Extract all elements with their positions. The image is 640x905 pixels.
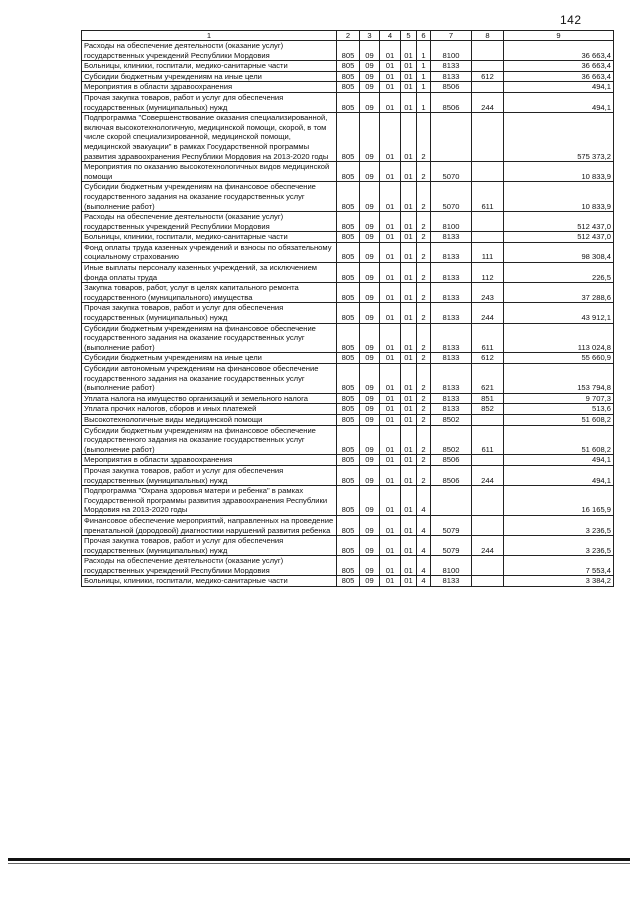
column-header: 5 <box>401 31 417 41</box>
row-name: Расходы на обеспечение деятельности (оказание услуг) государственных учреждений Республики Мордовия <box>82 212 337 232</box>
code-section: 09 <box>360 576 380 587</box>
code-target: 8133 <box>431 323 472 353</box>
code-subsection: 01 <box>380 364 401 394</box>
code-section: 09 <box>360 82 380 93</box>
code-target: 8100 <box>431 41 472 61</box>
code-expense-type: 243 <box>472 283 504 303</box>
row-amount: 494,1 <box>504 465 614 485</box>
row-name: Финансовое обеспечение мероприятий, направленных на проведение пренатальной (дородовой) диагностики нарушений развития ребенка <box>82 515 337 535</box>
code-expense-type: 111 <box>472 242 504 262</box>
code-program: 01 <box>401 576 417 587</box>
code-section: 09 <box>360 232 380 243</box>
column-header: 3 <box>360 31 380 41</box>
table-row <box>82 92 614 112</box>
code-subprogram: 2 <box>417 414 431 425</box>
row-name: Прочая закупка товаров, работ и услуг для обеспечения государственных (муниципальных) нужд <box>82 303 337 323</box>
code-program: 01 <box>401 71 417 82</box>
code-expense-type: 244 <box>472 92 504 112</box>
code-subprogram: 1 <box>417 41 431 61</box>
code-target: 8133 <box>431 71 472 82</box>
code-expense-type <box>472 212 504 232</box>
code-section: 09 <box>360 303 380 323</box>
table-row <box>82 364 614 394</box>
code-expense-type <box>472 162 504 182</box>
code-expense-type: 612 <box>472 353 504 364</box>
row-amount: 36 663,4 <box>504 61 614 72</box>
row-amount: 3 236,5 <box>504 536 614 556</box>
code-expense-type: 112 <box>472 263 504 283</box>
code-section: 09 <box>360 556 380 576</box>
table-row <box>82 162 614 182</box>
row-name: Больницы, клиники, госпитали, медико-санитарные части <box>82 61 337 72</box>
code-admin: 805 <box>337 515 360 535</box>
row-name: Субсидии бюджетным учреждениям на иные цели <box>82 71 337 82</box>
table-row <box>82 536 614 556</box>
code-program: 01 <box>401 61 417 72</box>
code-target: 5070 <box>431 182 472 212</box>
code-subsection: 01 <box>380 71 401 82</box>
code-expense-type <box>472 455 504 466</box>
code-subprogram: 2 <box>417 283 431 303</box>
column-header: 8 <box>472 31 504 41</box>
code-expense-type: 611 <box>472 182 504 212</box>
row-amount: 153 794,8 <box>504 364 614 394</box>
column-header: 6 <box>417 31 431 41</box>
code-expense-type: 611 <box>472 323 504 353</box>
code-admin: 805 <box>337 162 360 182</box>
code-expense-type: 851 <box>472 393 504 404</box>
code-expense-type <box>472 232 504 243</box>
code-admin: 805 <box>337 41 360 61</box>
code-subprogram: 1 <box>417 92 431 112</box>
code-target: 8133 <box>431 393 472 404</box>
row-amount: 512 437,0 <box>504 232 614 243</box>
table-row <box>82 515 614 535</box>
code-admin: 805 <box>337 576 360 587</box>
code-section: 09 <box>360 242 380 262</box>
code-section: 09 <box>360 425 380 455</box>
code-subsection: 01 <box>380 113 401 162</box>
code-subprogram: 2 <box>417 182 431 212</box>
code-expense-type: 621 <box>472 364 504 394</box>
row-name: Иные выплаты персоналу казенных учреждений, за исключением фонда оплаты труда <box>82 263 337 283</box>
row-amount: 7 553,4 <box>504 556 614 576</box>
table-row <box>82 182 614 212</box>
code-section: 09 <box>360 404 380 415</box>
row-amount: 9 707,3 <box>504 393 614 404</box>
code-subprogram: 1 <box>417 61 431 72</box>
code-target: 8502 <box>431 425 472 455</box>
code-section: 09 <box>360 61 380 72</box>
code-program: 01 <box>401 283 417 303</box>
code-subsection: 01 <box>380 486 401 516</box>
code-section: 09 <box>360 212 380 232</box>
column-header: 7 <box>431 31 472 41</box>
table-row <box>82 232 614 243</box>
code-subsection: 01 <box>380 212 401 232</box>
code-subprogram: 2 <box>417 212 431 232</box>
code-subsection: 01 <box>380 465 401 485</box>
code-target: 8133 <box>431 404 472 415</box>
code-program: 01 <box>401 113 417 162</box>
row-name: Прочая закупка товаров, работ и услуг для обеспечения государственных (муниципальных) нужд <box>82 536 337 556</box>
table-row <box>82 465 614 485</box>
row-name: Прочая закупка товаров, работ и услуг для обеспечения государственных (муниципальных) нужд <box>82 465 337 485</box>
column-header: 1 <box>82 31 337 41</box>
code-subprogram: 2 <box>417 113 431 162</box>
code-admin: 805 <box>337 113 360 162</box>
code-section: 09 <box>360 536 380 556</box>
code-admin: 805 <box>337 353 360 364</box>
row-amount: 494,1 <box>504 455 614 466</box>
code-expense-type: 611 <box>472 425 504 455</box>
code-section: 09 <box>360 515 380 535</box>
code-section: 09 <box>360 182 380 212</box>
code-program: 01 <box>401 425 417 455</box>
code-subprogram: 2 <box>417 263 431 283</box>
code-subsection: 01 <box>380 556 401 576</box>
code-subsection: 01 <box>380 576 401 587</box>
code-admin: 805 <box>337 283 360 303</box>
code-subprogram: 2 <box>417 353 431 364</box>
code-program: 01 <box>401 404 417 415</box>
code-subprogram: 2 <box>417 162 431 182</box>
code-admin: 805 <box>337 82 360 93</box>
code-subsection: 01 <box>380 353 401 364</box>
code-section: 09 <box>360 323 380 353</box>
row-amount: 3 384,2 <box>504 576 614 587</box>
code-admin: 805 <box>337 393 360 404</box>
code-subprogram: 2 <box>417 393 431 404</box>
page-number: 142 <box>560 13 582 27</box>
column-header: 2 <box>337 31 360 41</box>
code-admin: 805 <box>337 455 360 466</box>
row-amount: 16 165,9 <box>504 486 614 516</box>
code-admin: 805 <box>337 92 360 112</box>
code-expense-type <box>472 61 504 72</box>
code-subsection: 01 <box>380 82 401 93</box>
code-subprogram: 2 <box>417 465 431 485</box>
code-expense-type <box>472 41 504 61</box>
code-subsection: 01 <box>380 404 401 415</box>
code-program: 01 <box>401 182 417 212</box>
table-row <box>82 404 614 415</box>
code-subsection: 01 <box>380 393 401 404</box>
code-target: 8100 <box>431 212 472 232</box>
code-section: 09 <box>360 393 380 404</box>
code-section: 09 <box>360 113 380 162</box>
code-admin: 805 <box>337 323 360 353</box>
code-target: 8506 <box>431 82 472 93</box>
code-admin: 805 <box>337 182 360 212</box>
code-expense-type: 244 <box>472 465 504 485</box>
row-name: Подпрограмма "Охрана здоровья матери и ребенка" в рамках Государственной программы развития здравоохранения Республики Мордовия на 2013-2020 годы <box>82 486 337 516</box>
code-admin: 805 <box>337 364 360 394</box>
code-target <box>431 486 472 516</box>
row-amount: 3 236,5 <box>504 515 614 535</box>
code-subsection: 01 <box>380 283 401 303</box>
code-admin: 805 <box>337 71 360 82</box>
row-name: Субсидии автономным учреждениям на финансовое обеспечение государственного задания на оказание государственных услуг (выполнение работ) <box>82 364 337 394</box>
table-row <box>82 556 614 576</box>
row-name: Мероприятия в области здравоохранения <box>82 82 337 93</box>
code-section: 09 <box>360 414 380 425</box>
code-subprogram: 4 <box>417 576 431 587</box>
row-name: Мероприятия в области здравоохранения <box>82 455 337 466</box>
code-subsection: 01 <box>380 182 401 212</box>
code-target: 8133 <box>431 364 472 394</box>
bottom-rule-thin <box>8 863 630 864</box>
code-admin: 805 <box>337 61 360 72</box>
code-subprogram: 1 <box>417 71 431 82</box>
code-target: 8506 <box>431 92 472 112</box>
code-program: 01 <box>401 515 417 535</box>
row-name: Субсидии бюджетным учреждениям на финансовое обеспечение государственного задания на оказание государственных услуг (выполнение работ) <box>82 323 337 353</box>
code-admin: 805 <box>337 556 360 576</box>
table-row <box>82 41 614 61</box>
code-target: 8133 <box>431 61 472 72</box>
code-section: 09 <box>360 71 380 82</box>
code-subprogram: 2 <box>417 303 431 323</box>
table-row <box>82 486 614 516</box>
code-subprogram: 4 <box>417 515 431 535</box>
code-target: 8133 <box>431 303 472 323</box>
code-admin: 805 <box>337 465 360 485</box>
code-subsection: 01 <box>380 263 401 283</box>
code-section: 09 <box>360 92 380 112</box>
code-target: 8133 <box>431 242 472 262</box>
code-expense-type <box>472 515 504 535</box>
code-target: 8133 <box>431 232 472 243</box>
table-row <box>82 82 614 93</box>
code-subsection: 01 <box>380 323 401 353</box>
row-amount: 226,5 <box>504 263 614 283</box>
row-name: Расходы на обеспечение деятельности (оказание услуг) государственных учреждений Республики Мордовия <box>82 41 337 61</box>
row-name: Больницы, клиники, госпитали, медико-санитарные части <box>82 576 337 587</box>
row-name: Мероприятия по оказанию высокотехнологичных видов медицинской помощи <box>82 162 337 182</box>
table-row <box>82 425 614 455</box>
code-program: 01 <box>401 364 417 394</box>
table-header <box>82 31 614 41</box>
code-section: 09 <box>360 41 380 61</box>
code-admin: 805 <box>337 212 360 232</box>
table-row <box>82 353 614 364</box>
code-expense-type <box>472 556 504 576</box>
code-subprogram: 2 <box>417 323 431 353</box>
code-subsection: 01 <box>380 425 401 455</box>
table-row <box>82 71 614 82</box>
code-program: 01 <box>401 536 417 556</box>
row-name: Фонд оплаты труда казенных учреждений и взносы по обязательному социальному страхованию <box>82 242 337 262</box>
code-expense-type <box>472 113 504 162</box>
code-subprogram: 4 <box>417 536 431 556</box>
code-section: 09 <box>360 353 380 364</box>
code-subsection: 01 <box>380 536 401 556</box>
code-program: 01 <box>401 353 417 364</box>
row-name: Субсидии бюджетным учреждениям на иные цели <box>82 353 337 364</box>
table-row <box>82 113 614 162</box>
row-amount: 43 912,1 <box>504 303 614 323</box>
row-amount: 494,1 <box>504 82 614 93</box>
code-target: 8133 <box>431 576 472 587</box>
code-target: 8100 <box>431 556 472 576</box>
row-amount: 10 833,9 <box>504 182 614 212</box>
row-amount: 10 833,9 <box>504 162 614 182</box>
row-name: Высокотехнологичные виды медицинской помощи <box>82 414 337 425</box>
table-row <box>82 455 614 466</box>
code-program: 01 <box>401 393 417 404</box>
code-program: 01 <box>401 323 417 353</box>
table-row <box>82 212 614 232</box>
table-row <box>82 323 614 353</box>
code-program: 01 <box>401 465 417 485</box>
row-amount: 512 437,0 <box>504 212 614 232</box>
row-name: Субсидии бюджетным учреждениям на финансовое обеспечение государственного задания на оказание государственных услуг (выполнение работ) <box>82 182 337 212</box>
code-subprogram: 2 <box>417 404 431 415</box>
code-subsection: 01 <box>380 61 401 72</box>
code-expense-type <box>472 82 504 93</box>
code-subprogram: 2 <box>417 425 431 455</box>
table-row <box>82 242 614 262</box>
code-program: 01 <box>401 414 417 425</box>
row-name: Уплата налога на имущество организаций и земельного налога <box>82 393 337 404</box>
code-subsection: 01 <box>380 41 401 61</box>
code-program: 01 <box>401 486 417 516</box>
code-program: 01 <box>401 92 417 112</box>
code-admin: 805 <box>337 242 360 262</box>
code-subprogram: 1 <box>417 82 431 93</box>
code-subprogram: 2 <box>417 364 431 394</box>
code-target: 8506 <box>431 465 472 485</box>
code-program: 01 <box>401 455 417 466</box>
code-admin: 805 <box>337 263 360 283</box>
code-subsection: 01 <box>380 162 401 182</box>
code-expense-type <box>472 576 504 587</box>
code-target: 5079 <box>431 515 472 535</box>
code-program: 01 <box>401 303 417 323</box>
code-program: 01 <box>401 82 417 93</box>
code-program: 01 <box>401 41 417 61</box>
code-program: 01 <box>401 242 417 262</box>
code-section: 09 <box>360 283 380 303</box>
code-admin: 805 <box>337 232 360 243</box>
table-row <box>82 263 614 283</box>
row-name: Подпрограмма "Совершенствование оказания специализированной, включая высокотехнологичную, медицинской помощи, скорой, в том числе скорой специализированной, медицинской помощи, медицинской эвакуации" в рамках Государственной программы развития здравоохранения Республики Мордовия на 2013-2020 годы <box>82 113 337 162</box>
code-target: 5070 <box>431 162 472 182</box>
code-admin: 805 <box>337 404 360 415</box>
row-name: Закупка товаров, работ, услуг в целях капитального ремонта государственного (муниципального) имущества <box>82 283 337 303</box>
row-name: Прочая закупка товаров, работ и услуг для обеспечения государственных (муниципальных) нужд <box>82 92 337 112</box>
code-admin: 805 <box>337 486 360 516</box>
header-row <box>82 31 614 41</box>
code-section: 09 <box>360 263 380 283</box>
code-section: 09 <box>360 455 380 466</box>
code-program: 01 <box>401 162 417 182</box>
table-row <box>82 576 614 587</box>
code-subprogram: 2 <box>417 242 431 262</box>
row-amount: 575 373,2 <box>504 113 614 162</box>
table-row <box>82 414 614 425</box>
code-section: 09 <box>360 162 380 182</box>
table-row <box>82 283 614 303</box>
code-subsection: 01 <box>380 232 401 243</box>
code-subsection: 01 <box>380 92 401 112</box>
code-subprogram: 2 <box>417 455 431 466</box>
row-name: Уплата прочих налогов, сборов и иных платежей <box>82 404 337 415</box>
row-amount: 51 608,2 <box>504 414 614 425</box>
row-amount: 494,1 <box>504 92 614 112</box>
table-row <box>82 303 614 323</box>
code-section: 09 <box>360 364 380 394</box>
code-program: 01 <box>401 212 417 232</box>
row-amount: 51 608,2 <box>504 425 614 455</box>
code-admin: 805 <box>337 303 360 323</box>
table-body <box>82 41 614 587</box>
code-expense-type <box>472 414 504 425</box>
code-target: 8133 <box>431 353 472 364</box>
row-name: Больницы, клиники, госпитали, медико-санитарные части <box>82 232 337 243</box>
code-subprogram: 4 <box>417 486 431 516</box>
row-name: Расходы на обеспечение деятельности (оказание услуг) государственных учреждений Республики Мордовия <box>82 556 337 576</box>
table-row <box>82 61 614 72</box>
code-expense-type: 244 <box>472 536 504 556</box>
row-amount: 37 288,6 <box>504 283 614 303</box>
code-admin: 805 <box>337 414 360 425</box>
code-target: 8506 <box>431 455 472 466</box>
bottom-rule <box>8 858 630 861</box>
code-target <box>431 113 472 162</box>
code-section: 09 <box>360 486 380 516</box>
code-target: 8133 <box>431 283 472 303</box>
code-expense-type: 244 <box>472 303 504 323</box>
code-program: 01 <box>401 556 417 576</box>
code-admin: 805 <box>337 425 360 455</box>
row-amount: 513,6 <box>504 404 614 415</box>
table-row <box>82 393 614 404</box>
row-name: Субсидии бюджетным учреждениям на финансовое обеспечение государственного задания на оказание государственных услуг (выполнение работ) <box>82 425 337 455</box>
code-subprogram: 4 <box>417 556 431 576</box>
code-section: 09 <box>360 465 380 485</box>
code-subsection: 01 <box>380 515 401 535</box>
code-expense-type: 852 <box>472 404 504 415</box>
row-amount: 36 663,4 <box>504 41 614 61</box>
code-expense-type: 612 <box>472 71 504 82</box>
row-amount: 113 024,8 <box>504 323 614 353</box>
row-amount: 55 660,9 <box>504 353 614 364</box>
code-subsection: 01 <box>380 455 401 466</box>
code-subsection: 01 <box>380 303 401 323</box>
code-subprogram: 2 <box>417 232 431 243</box>
budget-table <box>81 30 614 587</box>
column-header: 4 <box>380 31 401 41</box>
code-subsection: 01 <box>380 414 401 425</box>
code-expense-type <box>472 486 504 516</box>
code-program: 01 <box>401 263 417 283</box>
code-target: 5079 <box>431 536 472 556</box>
code-target: 8133 <box>431 263 472 283</box>
row-amount: 98 308,4 <box>504 242 614 262</box>
code-program: 01 <box>401 232 417 243</box>
row-amount: 36 663,4 <box>504 71 614 82</box>
code-subsection: 01 <box>380 242 401 262</box>
column-header: 9 <box>504 31 614 41</box>
code-target: 8502 <box>431 414 472 425</box>
code-admin: 805 <box>337 536 360 556</box>
